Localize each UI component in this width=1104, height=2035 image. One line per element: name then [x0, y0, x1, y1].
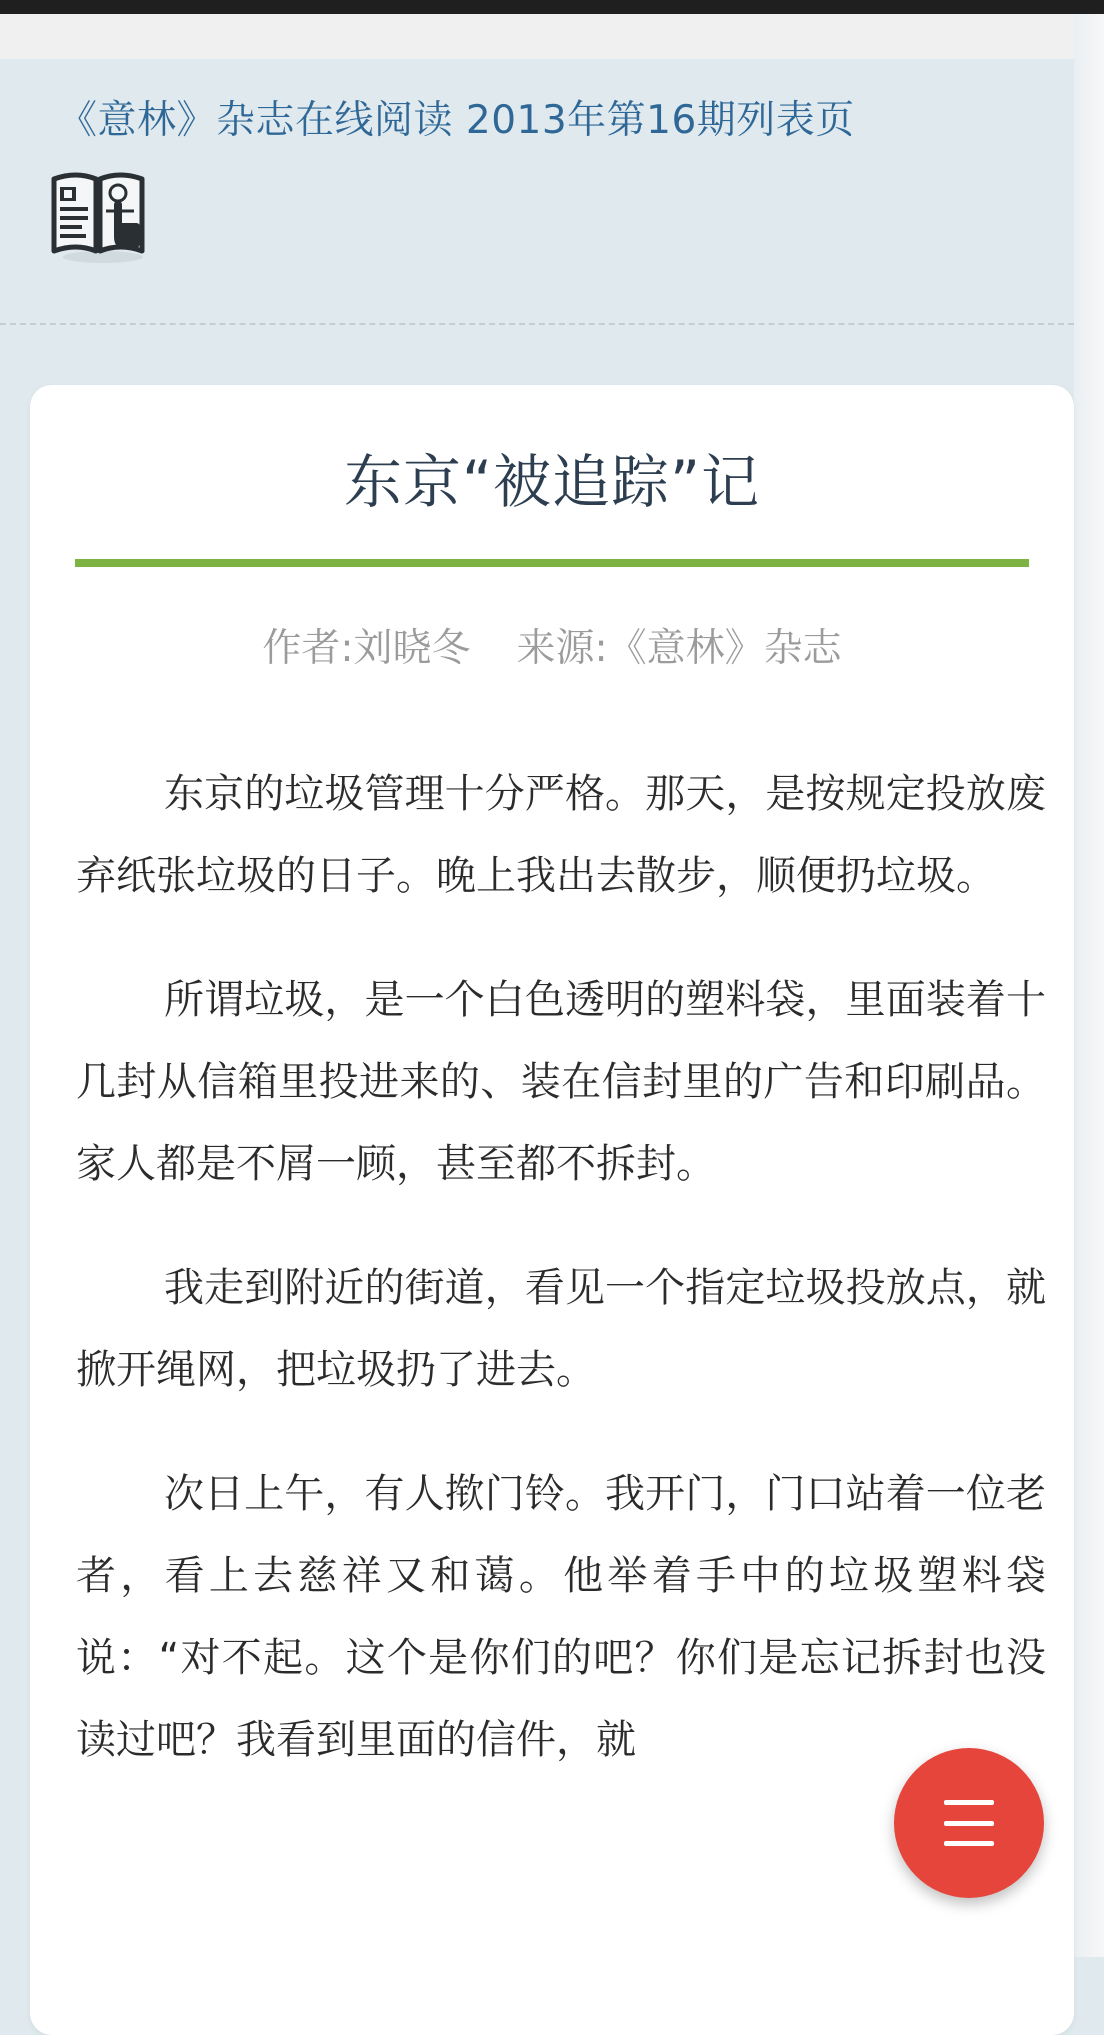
- book-reader-icon[interactable]: [48, 165, 148, 265]
- article-paragraph: 次日上午，有人揿门铃。我开门，门口站着一位老者，看上去慈祥又和蔼。他举着手中的垃圾塑料袋说：“对不起。这个是你们的吧？你们是忘记拆封也没读过吧？我看到里面的信件，就: [76, 1471, 1046, 1763]
- article-paragraph: 东京的垃圾管理十分严格。那天，是按规定投放废弃纸张垃圾的日子。晚上我出去散步，顺便扔垃圾。: [76, 771, 1046, 899]
- article-paragraph: 我走到附近的街道，看见一个指定垃圾投放点，就掀开绳网，把垃圾扔了进去。: [76, 1265, 1046, 1393]
- title-divider: [75, 559, 1029, 567]
- site-header: [0, 59, 1074, 325]
- site-title-link[interactable]: 《意林》杂志在线阅读 2013年第16期列表页: [58, 98, 855, 143]
- source-label: 来源:: [516, 626, 608, 671]
- author-label: 作者:: [262, 626, 354, 671]
- scroll-edge: [1074, 14, 1104, 1957]
- source-name: 《意林》杂志: [607, 626, 842, 671]
- page: [0, 59, 1074, 1957]
- menu-icon: [944, 1800, 994, 1846]
- site-title: [58, 89, 855, 145]
- author-name: 刘晓冬: [353, 626, 471, 671]
- article-title: 东京“被追踪”记: [343, 448, 761, 516]
- article-body: [76, 753, 1046, 1823]
- top-bar: [0, 14, 1074, 59]
- menu-button[interactable]: [894, 1748, 1044, 1898]
- article-meta: [30, 617, 1074, 673]
- article-paragraph: 所谓垃圾，是一个白色透明的塑料袋，里面装着十几封从信箱里投进来的、装在信封里的广告和印刷品。家人都是不屑一顾，甚至都不拆封。: [76, 977, 1046, 1187]
- status-bar: [0, 0, 1104, 14]
